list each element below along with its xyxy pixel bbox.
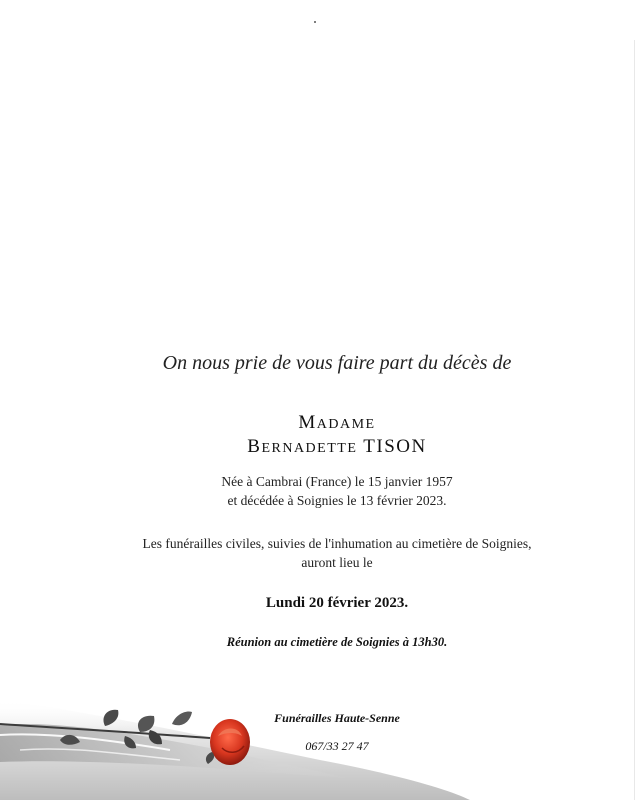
birth-death-info <box>0 472 638 510</box>
last-name: TISON <box>363 436 427 457</box>
title-prefix-initial: M <box>298 412 317 433</box>
title-prefix-rest: ADAME <box>316 417 376 432</box>
funeral-home-name: Funérailles Haute-Senne <box>274 711 400 725</box>
scan-speck <box>314 21 316 23</box>
funeral-date: Lundi 20 février 2023. <box>265 595 409 611</box>
first-name-rest: ERNADETTE <box>261 441 358 456</box>
death-line: et décédée à Soignies le 13 février 2023. <box>227 493 447 508</box>
funeral-line-1: Les funérailles civiles, suivies de l'inhumation au cimetière de Soignies, <box>142 536 532 551</box>
deceased-name <box>0 436 638 458</box>
meeting-info: Réunion au cimetière de Soignies à 13h30. <box>226 635 448 649</box>
funeral-line-2: auront lieu le <box>301 555 373 570</box>
first-name-initial: B <box>247 436 262 457</box>
funeral-home-phone: 067/33 27 47 <box>305 739 369 753</box>
birth-line: Née à Cambrai (France) le 15 janvier 1957 <box>221 474 453 489</box>
intro-text: On nous prie de vous faire part du décès de <box>162 352 512 374</box>
funeral-info <box>0 534 638 572</box>
title-prefix <box>0 412 638 434</box>
